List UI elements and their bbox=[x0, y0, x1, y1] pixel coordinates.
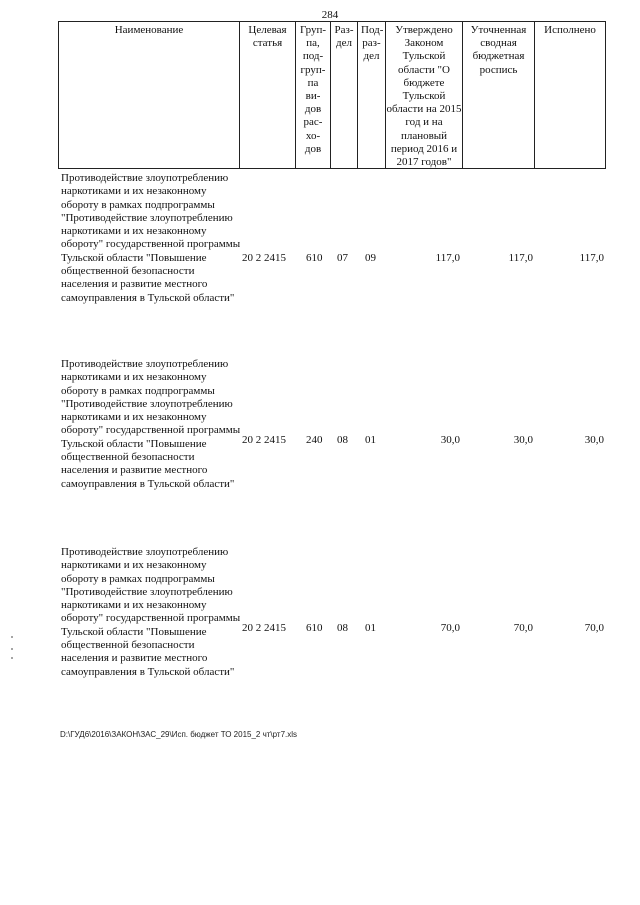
row-name: Противодействие злоупотреблению наркотиками и их незаконному обороту в рамках подпрограммы "Противодействие злоупотреблению наркотиками и их незаконному обороту" государственной программы Тульской области "Повышение общественной безопасности населения и развитие местного самоуправления в Тульской области" bbox=[61, 546, 241, 678]
row-executed: 117,0 bbox=[579, 252, 604, 264]
row-group: 240 bbox=[306, 434, 323, 446]
row-executed: 30,0 bbox=[584, 434, 604, 446]
header-subsection: Под- раз- дел bbox=[358, 22, 386, 168]
row-subsection: 09 bbox=[365, 252, 376, 264]
row-executed: 70,0 bbox=[584, 622, 604, 634]
table-header bbox=[58, 21, 606, 169]
scan-mark bbox=[11, 636, 13, 638]
row-group: 610 bbox=[306, 252, 323, 264]
row-subsection: 01 bbox=[365, 622, 376, 634]
header-refined: Уточненная сводная бюджетная роспись bbox=[463, 22, 535, 168]
row-target-article: 20 2 2415 bbox=[242, 252, 286, 264]
row-target-article: 20 2 2415 bbox=[242, 622, 286, 634]
row-subsection: 01 bbox=[365, 434, 376, 446]
header-group: Груп- па, под- груп- па ви- дов рас- хо- дов bbox=[296, 22, 331, 168]
row-name: Противодействие злоупотреблению наркотиками и их незаконному обороту в рамках подпрограммы "Противодействие злоупотреблению наркотиками и их незаконному обороту" государственной программы Тульской области "Повышение общественной безопасности населения и развитие местного самоуправления в Тульской области" bbox=[61, 358, 241, 490]
row-group: 610 bbox=[306, 622, 323, 634]
row-approved: 70,0 bbox=[440, 622, 460, 634]
row-approved: 30,0 bbox=[440, 434, 460, 446]
row-section: 07 bbox=[337, 252, 348, 264]
row-target-article: 20 2 2415 bbox=[242, 434, 286, 446]
row-refined: 30,0 bbox=[513, 434, 533, 446]
row-refined: 117,0 bbox=[508, 252, 533, 264]
row-name: Противодействие злоупотреблению наркотиками и их незаконному обороту в рамках подпрограммы "Противодействие злоупотреблению наркотиками и их незаконному обороту" государственной программы Тульской области "Повышение общественной безопасности населения и развитие местного самоуправления в Тульской области" bbox=[61, 172, 241, 304]
header-section: Раз- дел bbox=[331, 22, 358, 168]
header-executed: Исполнено bbox=[544, 24, 596, 36]
row-approved: 117,0 bbox=[435, 252, 460, 264]
header-approved: Утверждено Законом Тульской области "О бюджете Тульской области на 2015 год и на плановый период 2016 и 2017 годов" bbox=[386, 24, 462, 169]
file-path-footer: D:\ГУД6\2016\ЗАКОН\ЗАС_29\Исп. бюджет ТО 2015_2 чт\рт7.xls bbox=[60, 730, 298, 739]
row-section: 08 bbox=[337, 622, 348, 634]
page-number: 284 bbox=[321, 9, 339, 21]
row-refined: 70,0 bbox=[513, 622, 533, 634]
header-name: Наименование bbox=[59, 22, 240, 168]
scan-mark bbox=[11, 648, 13, 650]
scan-mark bbox=[11, 657, 13, 659]
row-section: 08 bbox=[337, 434, 348, 446]
header-target-article: Целевая статья bbox=[240, 22, 296, 168]
